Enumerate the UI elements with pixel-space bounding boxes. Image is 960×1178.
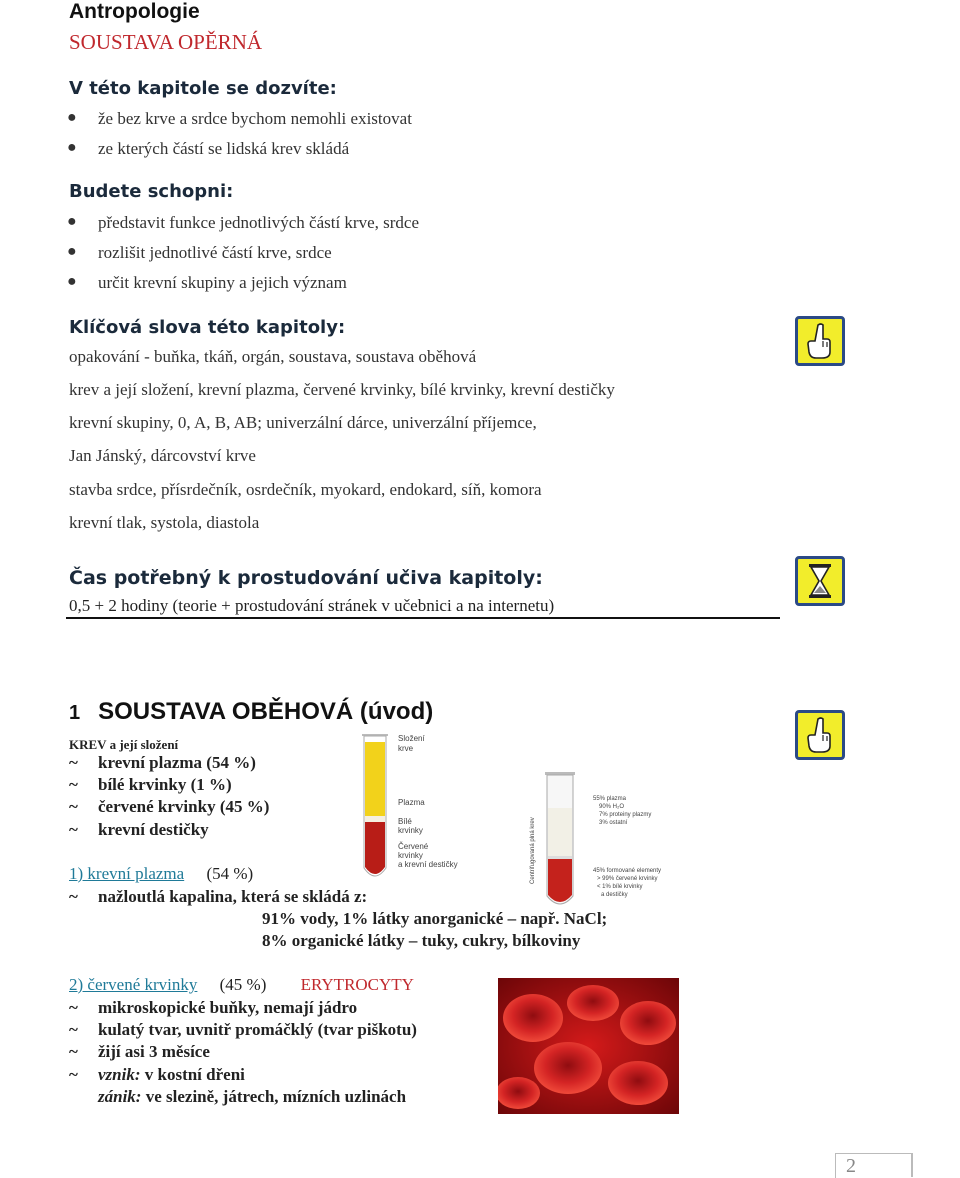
composition-title: KREV a její složení bbox=[69, 737, 179, 752]
tilde-bullet: ~ bbox=[69, 753, 78, 772]
pointing-finger-icon bbox=[795, 316, 845, 366]
tube-label: Složení bbox=[398, 734, 425, 743]
keyword-line: krevní skupiny, 0, A, B, AB; univerzální dárce, univerzální příjemce, bbox=[69, 413, 537, 432]
rbc-item: kulatý tvar, uvnitř promáčklý (tvar piškotu) bbox=[98, 1020, 417, 1039]
keywords-heading: Klíčová slova této kapitoly: bbox=[69, 317, 346, 338]
plasma-percent: (54 %) bbox=[206, 864, 254, 883]
centrifuged-blood-tube-image bbox=[527, 768, 675, 914]
tube-label: krvinky bbox=[398, 826, 423, 835]
composition-item: krevní plazma (54 %) bbox=[98, 753, 256, 772]
tilde-bullet: ~ bbox=[69, 820, 78, 839]
tube-label: 90% H₂O bbox=[599, 804, 625, 810]
learn-heading: V této kapitole se dozvíte: bbox=[69, 78, 337, 99]
tube-label: Plazma bbox=[398, 798, 425, 807]
section-heading: 1 SOUSTAVA OBĚHOVÁ (úvod) bbox=[69, 698, 434, 725]
plasma-heading-label: 1) krevní plazma bbox=[69, 864, 185, 883]
tilde-bullet: ~ bbox=[69, 887, 78, 906]
rbc-heading bbox=[69, 975, 414, 995]
rbc-alias: ERYTROCYTY bbox=[300, 975, 414, 994]
time-text: 0,5 + 2 hodiny (teorie + prostudování stránek v učebnici a na internetu) bbox=[69, 596, 555, 615]
tilde-bullet: ~ bbox=[69, 775, 78, 794]
composition-item: krevní destičky bbox=[98, 820, 209, 839]
composition-item: bílé krvinky (1 %) bbox=[98, 775, 232, 794]
page-number: 2 bbox=[846, 1155, 856, 1177]
tube-label: krve bbox=[398, 744, 414, 753]
able-item: ● představit funkce jednotlivých částí krve, srdce bbox=[67, 213, 419, 232]
plasma-line: 91% vody, 1% látky anorganické – např. NaCl; bbox=[262, 909, 608, 928]
page-number-rule bbox=[911, 1153, 913, 1177]
plasma-line: nažloutlá kapalina, která se skládá z: bbox=[98, 887, 368, 906]
keyword-line: opakování - buňka, tkáň, orgán, soustava, soustava oběhová bbox=[69, 347, 477, 366]
rbc-heading-label: 2) červené krvinky bbox=[69, 975, 198, 994]
composition-item: červené krvinky (45 %) bbox=[98, 797, 270, 816]
learn-item: ● že bez krve a srdce bychom nemohli existovat bbox=[67, 109, 412, 128]
subject-title: Antropologie bbox=[69, 0, 200, 23]
tube-label: a krevní destičky bbox=[398, 860, 458, 869]
plasma-line: 8% organické látky – tuky, cukry, bílkoviny bbox=[262, 931, 581, 950]
keyword-line: stavba srdce, přísrdečník, osrdečník, myokard, endokard, síň, komora bbox=[69, 480, 542, 499]
rbc-origin: vznik: v kostní dřeni bbox=[98, 1065, 245, 1084]
tube-label: 3% ostatní bbox=[599, 820, 628, 826]
tilde-bullet: ~ bbox=[69, 1065, 78, 1084]
able-item: ● určit krevní skupiny a jejich význam bbox=[67, 273, 347, 292]
time-heading: Čas potřebný k prostudování učiva kapitoly: bbox=[69, 567, 543, 589]
tube-label: 55% plazma bbox=[593, 796, 627, 802]
tube-label: Bílé bbox=[398, 817, 412, 826]
tube-label: a destičky bbox=[601, 892, 628, 898]
tilde-bullet: ~ bbox=[69, 998, 78, 1017]
keyword-line: krev a její složení, krevní plazma, červené krvinky, bílé krvinky, krevní destičky bbox=[69, 380, 615, 399]
tube-label: > 99% červené krvinky bbox=[597, 876, 658, 882]
tube-side-label: Centrifugovaná plná krev bbox=[530, 817, 536, 884]
tube-label: Červené bbox=[398, 842, 429, 851]
tube-label: 7% proteiny plazmy bbox=[599, 812, 652, 818]
rbc-item: mikroskopické buňky, nemají jádro bbox=[98, 998, 358, 1017]
tube-label: 45% formované elementy bbox=[593, 868, 662, 874]
able-item: ● rozlišit jednotlivé částí krve, srdce bbox=[67, 243, 332, 262]
tilde-bullet: ~ bbox=[69, 1020, 78, 1039]
learn-item: ● ze kterých částí se lidská krev skládá bbox=[67, 139, 350, 158]
pointing-finger-icon bbox=[795, 710, 845, 760]
tilde-bullet: ~ bbox=[69, 1042, 78, 1061]
able-heading: Budete schopni: bbox=[69, 181, 234, 202]
keyword-line: Jan Jánský, dárcovství krve bbox=[69, 446, 256, 465]
tilde-bullet: ~ bbox=[69, 797, 78, 816]
tube-label: < 1% bílé krvinky bbox=[597, 884, 643, 890]
rbc-percent: (45 %) bbox=[219, 975, 267, 994]
tube-label: krvinky bbox=[398, 851, 423, 860]
keyword-line: krevní tlak, systola, diastola bbox=[69, 513, 260, 532]
hourglass-icon bbox=[795, 556, 845, 606]
rbc-item: žijí asi 3 měsíce bbox=[98, 1042, 210, 1061]
divider bbox=[66, 617, 780, 619]
chapter-title: SOUSTAVA OPĚRNÁ bbox=[69, 30, 263, 54]
plasma-heading bbox=[69, 864, 253, 884]
rbc-end: zánik: ve slezině, játrech, mízních uzlinách bbox=[98, 1087, 407, 1106]
red-blood-cells-image bbox=[498, 978, 679, 1114]
blood-composition-tube-image bbox=[356, 728, 458, 888]
